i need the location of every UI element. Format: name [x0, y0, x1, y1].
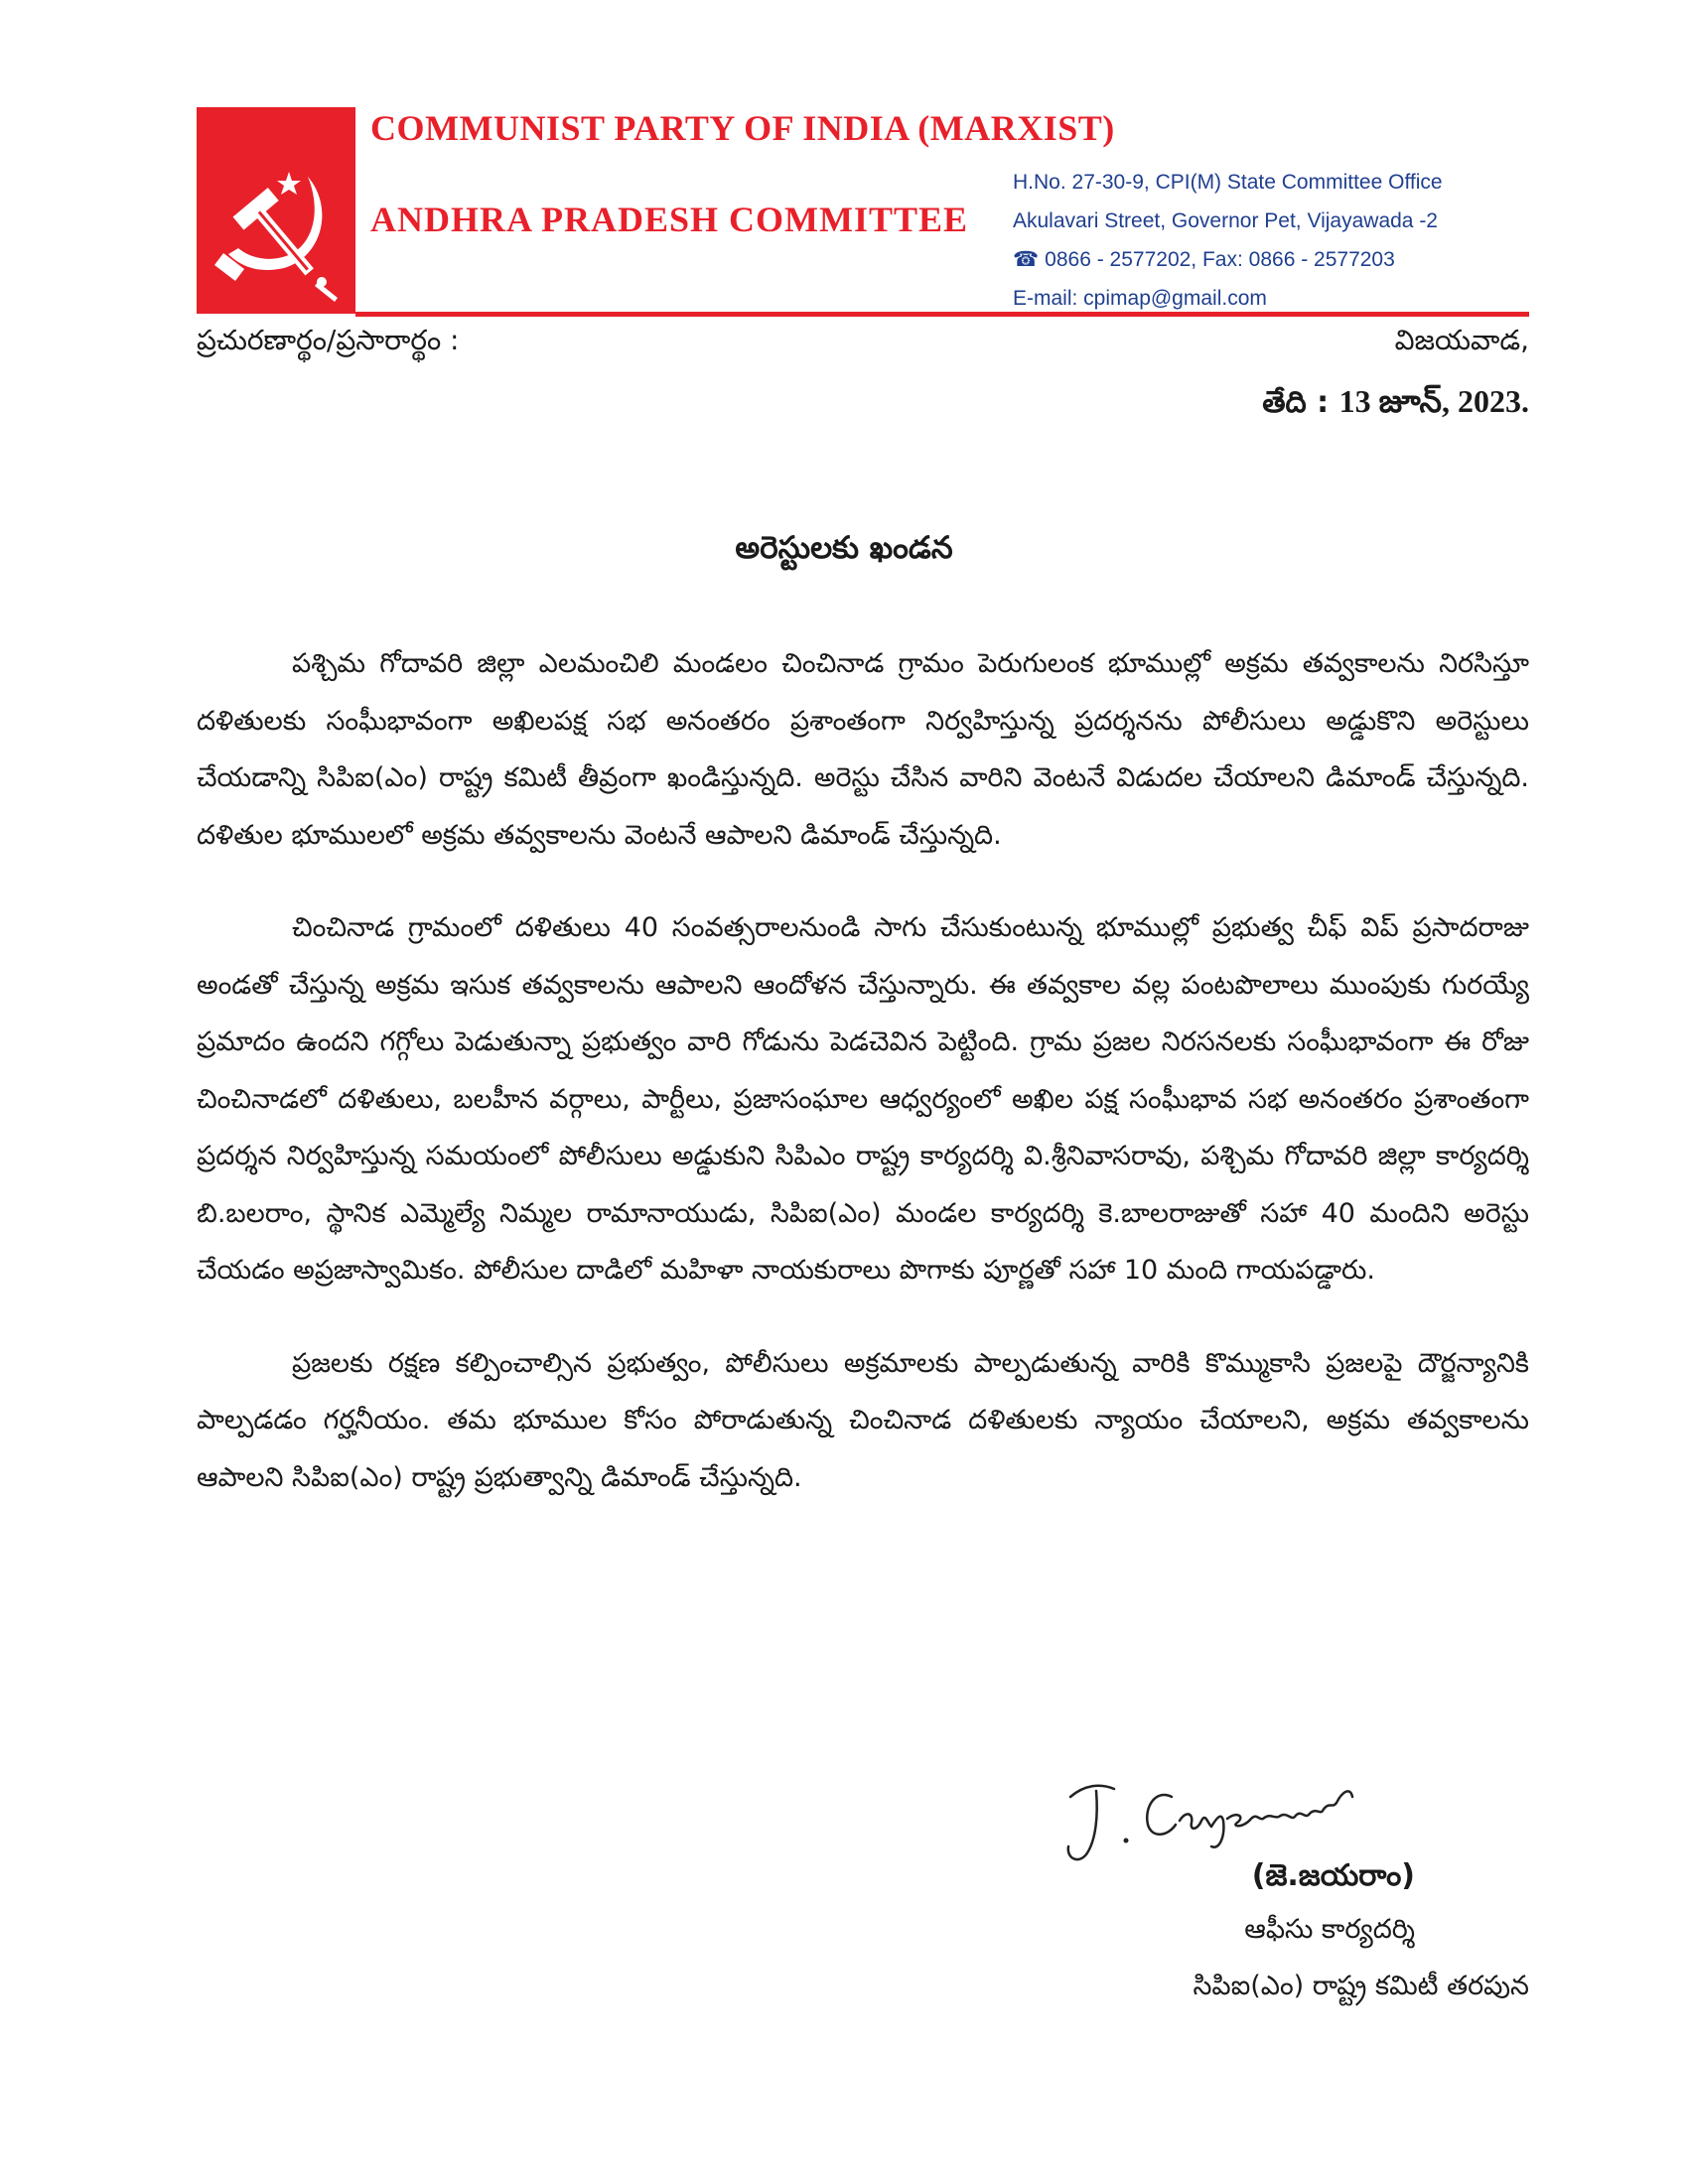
- phone-line: [1013, 240, 1443, 279]
- release-date: [1262, 383, 1529, 428]
- paragraph-3: ప్రజలకు రక్షణ కల్పించాల్సిన ప్రభుత్వం, పోలీసులు అక్రమాలకు పాల్పడుతున్న వారికి కొమ్ముకాసి ప్రజలపై దౌర్జన్యానికి పాల్పడడం గర్హనీయం. తమ భూముల కోసం పోరాడుతున్న చించినాడ దళితులకు న్యాయం చేయాలని, అక్రమ తవ్వకాలను ఆపాలని సిపిఐ(ఎం) రాష్ట్ర ప్రభుత్వాన్ని డిమాండ్ చేస్తున్నది.: [197, 1347, 1529, 1493]
- hammer-sickle-star-icon: [197, 107, 355, 314]
- press-release-label: ప్రచురణార్థం/ప్రసారార్థం :: [197, 324, 460, 356]
- date-prefix: తేది :: [1262, 385, 1339, 420]
- paragraph-2: చించినాడ గ్రామంలో దళితులు 40 సంవత్సరాలనుండి సాగు చేసుకుంటున్న భూముల్లో ప్రభుత్వ చీఫ్ విప్ ప్రసాదరాజు అండతో చేస్తున్న అక్రమ ఇసుక తవ్వకాలను ఆపాలని ఆందోళన చేస్తున్నారు. ఈ తవ్వకాల వల్ల పంటపొలాలు ముంపుకు గురయ్యే ప్రమాదం ఉందని గగ్గోలు పెడుతున్నా ప్రభుత్వం వారి గోడును పెడచెవిన పెట్టింది. గ్రామ ప్రజల నిరసనలకు సంఘీభావంగా ఈ రోజు చించినాడలో దళితులు, బలహీన వర్గాలు, పార్టీలు, ప్రజాసంఘాల ఆధ్వర్యంలో అఖిల పక్ష సంఘీభావ సభ అనంతరం ప్రశాంతంగా ప్రదర్శన నిర్వహిస్తున్న సమయంలో పోలీసులు అడ్డుకుని సిపిఎం రాష్ట్ర కార్యదర్శి వి.శ్రీనివాసరావు, పశ్చిమ గోదావరి జిల్లా కార్యదర్శి బి.బలరాం, స్థానిక ఎమ్మెల్యే నిమ్మల రామానాయుడు, సిపిఐ(ఎం) మండల కార్యదర్శి కె.బాలరాజుతో సహా 40 మందిని అరెస్టు చేయడం అప్రజాస్వామికం. పోలీసుల దాడిలో మహిళా నాయకురాలు పొగాకు పూర్ణతో సహా 10 మంది గాయపడ్డారు.: [197, 912, 1529, 1286]
- header-divider: [355, 312, 1529, 317]
- city-label: విజయవాడ,: [1394, 324, 1529, 356]
- telephone-icon: ☎: [1013, 248, 1040, 271]
- signature-block: [1053, 1767, 1529, 2065]
- signatory-name: (జె.జయరాం): [1251, 1858, 1415, 1893]
- office-address: [1013, 163, 1443, 318]
- address-line-2: Akulavari Street, Governor Pet, Vijayawada -2: [1013, 209, 1438, 232]
- phone-numbers: 0866 - 2577202, Fax: 0866 - 2577203: [1045, 248, 1395, 271]
- page-title: అరెస్టులకు ఖండన: [735, 530, 953, 566]
- date-value: 13 జూన్, 2023.: [1338, 383, 1529, 419]
- paragraph-1: పశ్చిమ గోదావరి జిల్లా ఎలమంచిలి మండలం చించినాడ గ్రామం పెరుగులంక భూముల్లో అక్రమ తవ్వకాలను నిరసిస్తూ దళితులకు సంఘీభావంగా అఖిలపక్ష సభ అనంతరం ప్రశాంతంగా నిర్వహిస్తున్న ప్రదర్శనను పోలీసులు అడ్డుకొని అరెస్టులు చేయడాన్ని సిపిఐ(ఎం) రాష్ట్ర కమిటీ తీవ్రంగా ఖండిస్తున్నది. అరెస్టు చేసిన వారిని వెంటనే విడుదల చేయాలని డిమాండ్ చేస్తున్నది. దళితుల భూములలో అక్రమ తవ్వకాలను వెంటనే ఆపాలని డిమాండ్ చేస్తున్నది.: [197, 648, 1529, 851]
- signatory-role: ఆఫీసు కార్యదర్శి: [1244, 1914, 1415, 1945]
- press-release-body: [197, 635, 1529, 1542]
- address-line-1: H.No. 27-30-9, CPI(M) State Committee Office: [1013, 171, 1443, 194]
- org-name: COMMUNIST PARTY OF INDIA (MARXIST): [370, 108, 1115, 148]
- signatory-org: సిపిఐ(ఎం) రాష్ట్ర కమిటీ తరపున: [1193, 1971, 1529, 2001]
- email-line: E-mail: cpimap@gmail.com: [1013, 287, 1267, 310]
- committee-name: ANDHRA PRADESH COMMITTEE: [370, 200, 969, 239]
- party-logo: [197, 107, 355, 314]
- letterhead: [197, 107, 1529, 318]
